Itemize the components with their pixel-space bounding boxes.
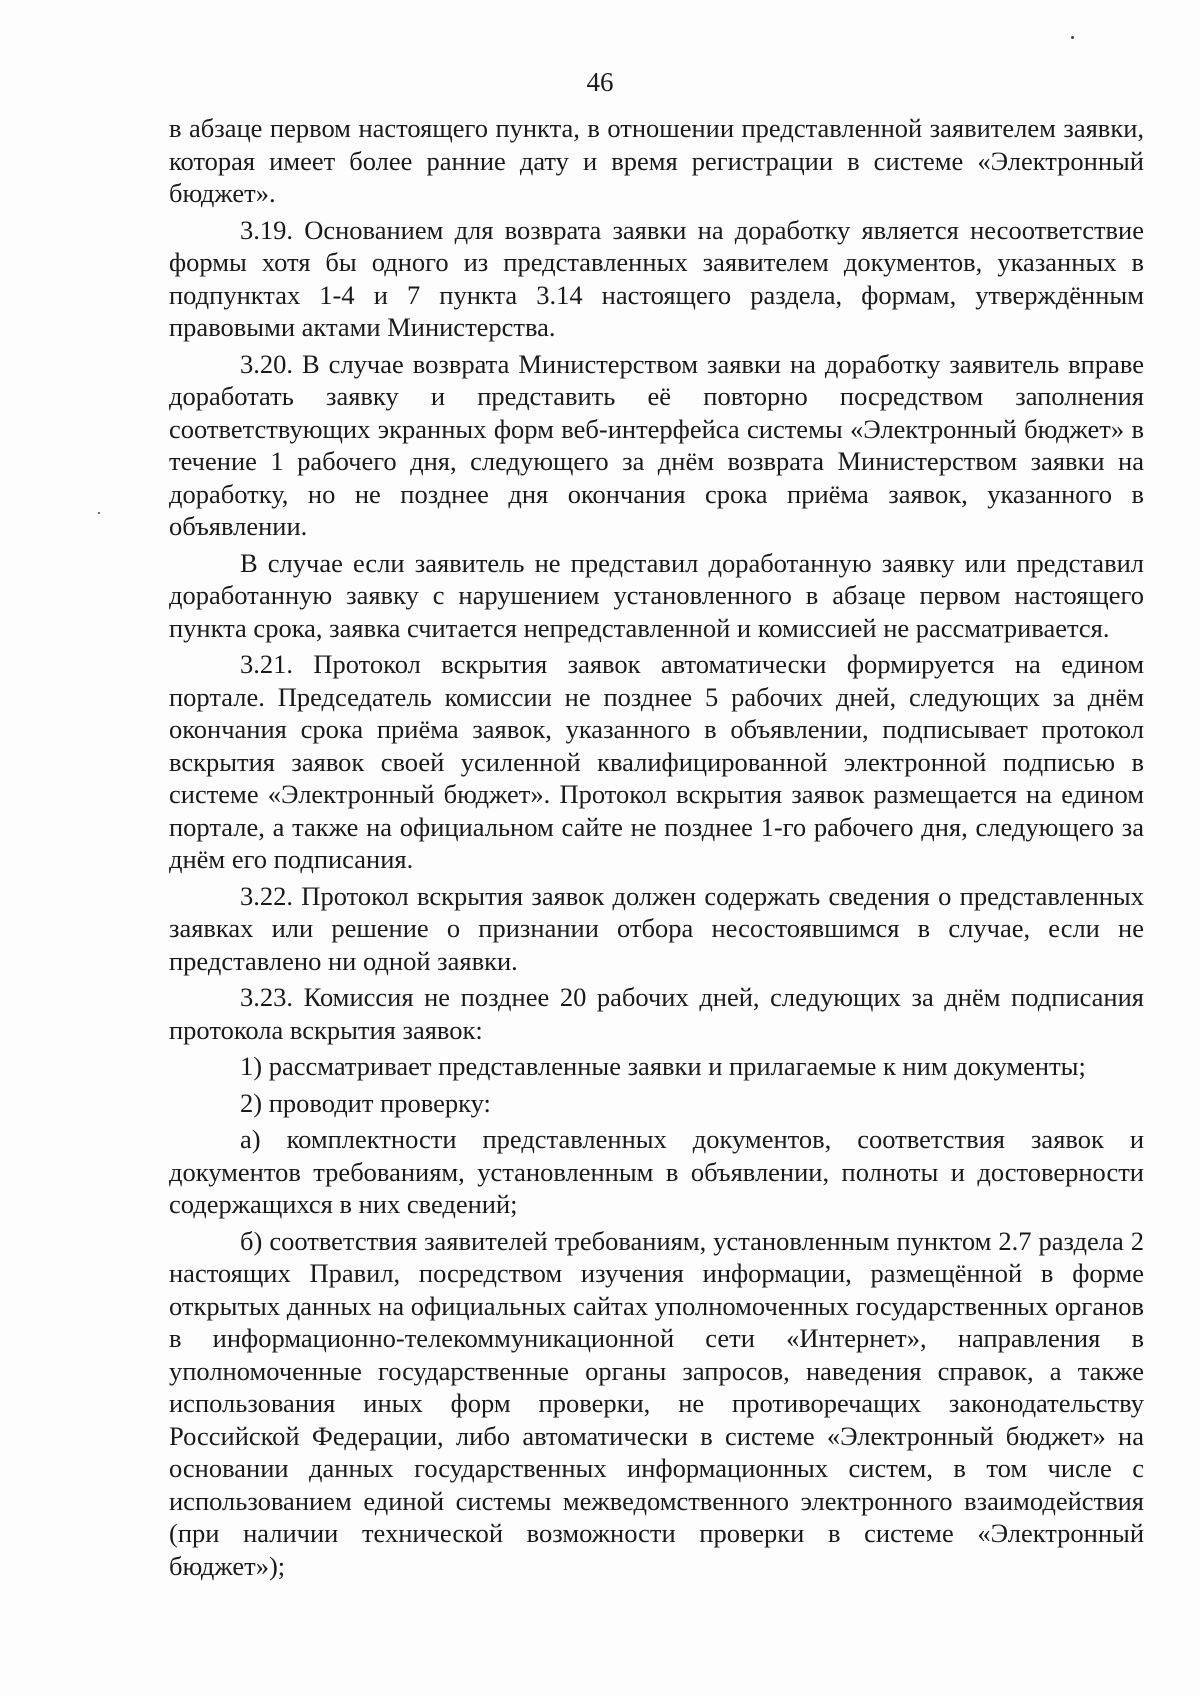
paragraph-continuation: в абзаце первом настоящего пункта, в отношении представленной заявителем заявки, которая имеет более ранние дату и время регистрации в системе «Электронный бюджет».: [169, 113, 1144, 208]
page-number: 46: [586, 67, 614, 97]
paragraph-3-21: 3.21. Протокол вскрытия заявок автоматически формируется на едином портале. Председатель комиссии не позднее 5 рабочих дней, следующих за днём окончания срока приёма заявок, указанного в объявлении, подписывает протокол вскрытия заявок своей усиленной квалифицированной электронной подписью в системе «Электронный бюджет». Протокол вскрытия заявок размещается на едином портале, а также на официальном сайте не позднее 1-го рабочего дня, следующего за днём его подписания.: [169, 649, 1144, 874]
paragraph-3-23: 3.23. Комиссия не позднее 20 рабочих дней, следующих за днём подписания протокола вскрытия заявок:: [169, 982, 1144, 1045]
paragraph-3-20-second: В случае если заявитель не представил доработанную заявку или представил доработанную заявку с нарушением установленного в абзаце первом настоящего пункта срока, заявка считается непредставленной и комиссией не рассматривается.: [169, 547, 1144, 643]
paragraph-3-22: 3.22. Протокол вскрытия заявок должен содержать сведения о представленных заявках или решение о признании отбора несостоявшимся в случае, если не представлено ни одной заявки.: [169, 880, 1144, 976]
paragraph-3-19: 3.19. Основанием для возврата заявки на доработку является несоответствие формы хотя бы одного из представленных заявителем документов, указанных в подпунктах 1-4 и 7 пункта 3.14 настоящего раздела, формам, утверждённым правовыми актами Министерства.: [169, 214, 1144, 342]
scan-speck: [1071, 36, 1074, 39]
scan-speck: [98, 512, 100, 514]
sub-item-b: б) соответствия заявителей требованиям, установленным пунктом 2.7 раздела 2 настоящих Правил, посредством изучения информации, размещённой в форме открытых данных на официальных сайтах уполномоченных государственных органов в информационно-телекоммуникационной сети «Интернет», направления в уполномоченные государственные органы запросов, наведения справок, а также использования иных форм проверки, не противоречащих законодательству Российской Федерации, либо автоматически в системе «Электронный бюджет» на основании данных государственных информационных систем, в том числе с использованием единой системы межведомственного электронного взаимодействия (при наличии технической возможности проверки в системе «Электронный бюджет»);: [169, 1225, 1144, 1581]
sub-item-a: а) комплектности представленных документов, соответствия заявок и документов требованиям, установленным в объявлении, полноты и достоверности содержащихся в них сведений;: [169, 1124, 1144, 1219]
paragraph-3-20: 3.20. В случае возврата Министерством заявки на доработку заявитель вправе доработать заявку и представить её повторно посредством заполнения соответствующих экранных форм веб-интерфейса системы «Электронный бюджет» в течение 1 рабочего дня, следующего за днём возврата Министерством заявки на доработку, но не позднее дня окончания срока приёма заявок, указанного в объявлении.: [169, 348, 1144, 541]
list-item-2: 2) проводит проверку:: [240, 1087, 491, 1118]
document-body: [169, 112, 1144, 1582]
list-item-1: 1) рассматривает представленные заявки и прилагаемые к ним документы;: [240, 1051, 1086, 1081]
